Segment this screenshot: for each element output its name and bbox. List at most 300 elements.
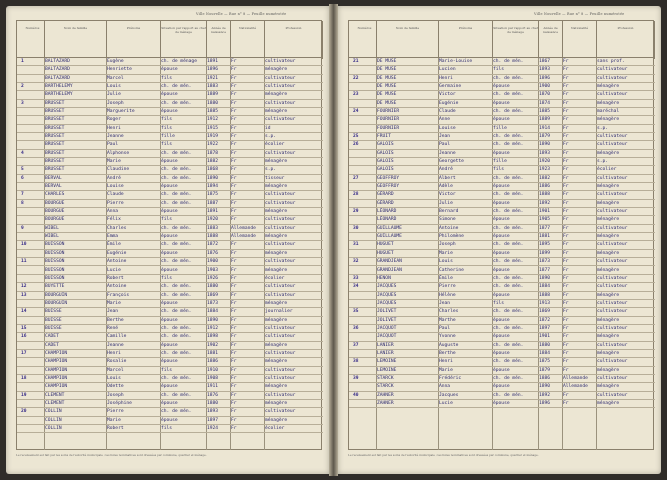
cell-prof: ménagère bbox=[597, 267, 620, 273]
cell-annee: 1894 bbox=[207, 184, 219, 190]
cell-no bbox=[353, 66, 375, 74]
cell-annee: 1876 bbox=[207, 250, 219, 256]
cell-nat: Fr bbox=[231, 142, 237, 148]
cell-prof: ménagère bbox=[265, 317, 288, 323]
cell-prof: cultivateur bbox=[265, 259, 296, 265]
cell-prenom: Antoine bbox=[107, 284, 127, 290]
table-row bbox=[349, 383, 655, 391]
cell-prenom: Jacques bbox=[439, 392, 459, 398]
cell-no bbox=[21, 141, 43, 149]
cell-prenom: André bbox=[439, 167, 453, 173]
cell-annee: 1924 bbox=[207, 425, 219, 431]
cell-prenom: Eugène bbox=[107, 59, 124, 64]
cell-prof: écolier bbox=[265, 425, 285, 431]
cell-annee: 1890 bbox=[207, 317, 219, 323]
cell-prof: ménagère bbox=[597, 184, 620, 190]
cell-rel: épouse bbox=[161, 267, 178, 273]
cell-rel: ch. de mén. bbox=[493, 134, 524, 140]
cell-annee: 1870 bbox=[539, 92, 551, 98]
table-row bbox=[17, 258, 323, 266]
table-row bbox=[349, 250, 655, 258]
cell-annee: 1897 bbox=[539, 325, 551, 331]
cell-nom: FOURNIER bbox=[377, 125, 400, 131]
cell-prenom: Berthe bbox=[439, 350, 456, 356]
cell-nom: BRUSSET bbox=[45, 150, 65, 156]
cell-nom: BUISSE bbox=[45, 309, 62, 315]
cell-rel: épouse bbox=[161, 400, 178, 406]
cell-prof: cultivateur bbox=[265, 367, 296, 373]
cell-prof: cultivateur bbox=[597, 175, 628, 181]
cell-nat: Fr bbox=[231, 325, 237, 331]
cell-rel: fils bbox=[493, 300, 505, 306]
table-row bbox=[349, 292, 655, 300]
cell-nom: FRUIT bbox=[377, 134, 391, 140]
cell-annee: 1903 bbox=[207, 267, 219, 273]
cell-no: 26 bbox=[353, 142, 359, 148]
cell-nom: BUISSE bbox=[45, 317, 62, 323]
cell-prenom: Antoine bbox=[107, 259, 127, 265]
cell-prenom: Germaine bbox=[439, 84, 462, 90]
cell-no bbox=[353, 383, 375, 391]
cell-prenom: Marie bbox=[439, 250, 453, 256]
cell-nom: BOURGUE bbox=[45, 217, 65, 223]
table-row bbox=[17, 317, 323, 325]
table-row bbox=[349, 200, 655, 208]
cell-no: 34 bbox=[353, 284, 359, 290]
cell-no: 36 bbox=[353, 325, 359, 331]
cell-rel: ch. de mén. bbox=[493, 359, 524, 365]
cell-no bbox=[353, 166, 375, 174]
cell-annee: 1905 bbox=[539, 217, 551, 223]
cell-nom: CHAMPION bbox=[45, 350, 68, 356]
cell-prof: cultivateur bbox=[265, 292, 296, 298]
cell-nat: Fr bbox=[231, 300, 237, 306]
cell-prenom: Claude bbox=[439, 109, 456, 115]
cell-no: 6 bbox=[21, 175, 24, 181]
cell-rel: épouse bbox=[161, 300, 178, 306]
cell-no bbox=[353, 292, 375, 300]
left-page bbox=[6, 6, 329, 474]
cell-no: 40 bbox=[353, 392, 359, 398]
table-row bbox=[17, 116, 323, 124]
cell-prof: ménagère bbox=[265, 92, 288, 98]
cell-nat: Fr bbox=[231, 267, 237, 273]
cell-nom: HUGUET bbox=[377, 242, 394, 248]
cell-annee: 1889 bbox=[539, 117, 551, 123]
cell-prof: ménagère bbox=[597, 150, 620, 156]
cell-nom: STARCK bbox=[377, 384, 394, 390]
left-header-nat: Nationalité bbox=[231, 21, 265, 59]
cell-no bbox=[21, 275, 43, 283]
cell-nat: Fr bbox=[231, 67, 237, 73]
cell-annee: 1886 bbox=[207, 359, 219, 365]
table-row bbox=[349, 258, 655, 266]
cell-nat: Fr bbox=[231, 200, 237, 206]
table-row bbox=[17, 225, 323, 233]
table-row bbox=[349, 91, 655, 99]
cell-prenom: Paul bbox=[439, 325, 451, 331]
cell-nat: Fr bbox=[563, 284, 569, 290]
cell-no: 28 bbox=[353, 192, 359, 198]
cell-prenom: Joseph bbox=[107, 392, 124, 398]
table-row bbox=[17, 233, 323, 241]
cell-no bbox=[21, 383, 43, 391]
cell-nom: BUISSON bbox=[45, 259, 65, 265]
left-header-prenom: Prénoms bbox=[107, 21, 161, 59]
cell-annee: 1900 bbox=[207, 259, 219, 265]
cell-nom: GALOIS bbox=[377, 167, 394, 173]
cell-prof: cultivateur bbox=[597, 309, 628, 315]
cell-nat: Fr bbox=[563, 125, 569, 131]
cell-rel: ch. de mén. bbox=[161, 100, 192, 106]
cell-nat: Fr bbox=[563, 217, 569, 223]
cell-prenom: Roger bbox=[107, 117, 121, 123]
cell-prenom: Claudine bbox=[107, 167, 130, 173]
cell-nat: Allemande bbox=[563, 375, 588, 381]
table-row bbox=[17, 200, 323, 208]
cell-rel: épouse bbox=[493, 200, 510, 206]
cell-prenom: Catherine bbox=[439, 267, 464, 273]
cell-no: 21 bbox=[353, 59, 359, 64]
cell-annee: 1886 bbox=[539, 184, 551, 190]
table-row bbox=[17, 400, 323, 408]
cell-no: 19 bbox=[21, 392, 27, 398]
cell-no: 22 bbox=[353, 75, 359, 81]
cell-prenom: Jeanne bbox=[107, 134, 124, 140]
cell-prof: ménagère bbox=[265, 109, 288, 115]
right-header-nat: Nationalité bbox=[563, 21, 597, 59]
cell-prenom: Louis bbox=[107, 84, 121, 90]
cell-nat: Fr bbox=[231, 417, 237, 423]
cell-rel: épouse bbox=[493, 267, 510, 273]
cell-prof: cultivateur bbox=[597, 325, 628, 331]
table-row bbox=[17, 91, 323, 99]
cell-rel: ch. de mén. bbox=[161, 200, 192, 206]
cell-prenom: Philomène bbox=[439, 234, 464, 240]
cell-nom: BERVAL bbox=[45, 184, 62, 190]
cell-rel: ch. de mén. bbox=[493, 75, 524, 81]
table-row bbox=[17, 141, 323, 149]
cell-prof: s.p. bbox=[265, 167, 277, 173]
cell-nom: CHAMPION bbox=[45, 359, 68, 365]
cell-rel: ch. de mén. bbox=[493, 342, 524, 348]
cell-prenom: Victor bbox=[439, 92, 456, 98]
cell-nom: GALOIS bbox=[377, 142, 394, 148]
left-header-nom: Nom de famille bbox=[45, 21, 107, 59]
cell-nom: DE MUSE bbox=[377, 75, 397, 81]
cell-nom: BUISSON bbox=[45, 242, 65, 248]
cell-prof: cultivateur bbox=[597, 342, 628, 348]
table-row bbox=[349, 191, 655, 199]
table-row bbox=[17, 58, 323, 66]
cell-annee: 1893 bbox=[539, 67, 551, 73]
cell-nat: Fr bbox=[563, 167, 569, 173]
cell-rel: ch. de mén. bbox=[493, 392, 524, 398]
cell-no bbox=[21, 125, 43, 133]
cell-nat: Fr bbox=[231, 75, 237, 81]
cell-nom: LÉONARD bbox=[377, 209, 397, 215]
table-row bbox=[17, 333, 323, 341]
cell-nat: Fr bbox=[563, 250, 569, 256]
cell-rel: ch. de mén. bbox=[493, 59, 524, 64]
cell-nom: BERVAL bbox=[45, 175, 62, 181]
cell-nat: Fr bbox=[563, 392, 569, 398]
table-row bbox=[349, 183, 655, 191]
cell-nat: Fr bbox=[231, 217, 237, 223]
cell-no bbox=[21, 358, 43, 366]
cell-prof: ménagère bbox=[597, 400, 620, 406]
cell-no: 4 bbox=[21, 150, 24, 156]
cell-no: 5 bbox=[21, 167, 24, 173]
cell-annee: 1867 bbox=[539, 59, 551, 64]
cell-annee: 1901 bbox=[539, 209, 551, 215]
table-row bbox=[17, 300, 323, 308]
cell-no bbox=[21, 250, 43, 258]
cell-rel: épouse bbox=[161, 109, 178, 115]
cell-prof: ménagère bbox=[597, 100, 620, 106]
cell-nom: BRUSSET bbox=[45, 117, 65, 123]
cell-nat: Fr bbox=[563, 67, 569, 73]
cell-nat: Fr bbox=[231, 109, 237, 115]
cell-rel: épouse bbox=[493, 217, 510, 223]
cell-nom: LANIER bbox=[377, 342, 394, 348]
cell-rel: fils bbox=[161, 367, 173, 373]
cell-prenom: Frédéric bbox=[439, 375, 462, 381]
table-row bbox=[17, 292, 323, 300]
table-row bbox=[17, 83, 323, 91]
cell-rel: ch. de mén. bbox=[493, 225, 524, 231]
cell-no: 18 bbox=[21, 375, 27, 381]
cell-no: 8 bbox=[21, 200, 24, 206]
cell-annee: 1877 bbox=[539, 225, 551, 231]
cell-annee: 1882 bbox=[539, 175, 551, 181]
cell-nom: LEMOINE bbox=[377, 359, 397, 365]
table-row bbox=[17, 183, 323, 191]
cell-prenom: Jean bbox=[439, 134, 451, 140]
cell-annee: 1882 bbox=[207, 159, 219, 165]
cell-prof: écolier bbox=[265, 142, 285, 148]
cell-nom: ZAHNER bbox=[377, 400, 394, 406]
cell-nat: Fr bbox=[563, 259, 569, 265]
cell-annee: 1887 bbox=[207, 200, 219, 206]
cell-rel: ch. de mén. bbox=[161, 334, 192, 340]
cell-no: 15 bbox=[21, 325, 27, 331]
cell-prenom: Félix bbox=[107, 217, 121, 223]
left-header-rel: Situation par rapport au chef de ménage bbox=[161, 21, 207, 59]
cell-prof: cultivateur bbox=[265, 242, 296, 248]
cell-prenom: Jeanne bbox=[107, 342, 124, 348]
table-row bbox=[349, 141, 655, 149]
cell-prof: ménagère bbox=[265, 67, 288, 73]
cell-annee: 1883 bbox=[207, 225, 219, 231]
cell-annee: 1873 bbox=[207, 300, 219, 306]
cell-prof: cultivateur bbox=[265, 334, 296, 340]
cell-rel: ch. de mén. bbox=[161, 409, 192, 415]
table-row bbox=[17, 408, 323, 416]
cell-no bbox=[21, 75, 43, 83]
cell-nom: GEOFFROY bbox=[377, 175, 400, 181]
table-row bbox=[349, 233, 655, 241]
right-header-rel: Situation par rapport au chef de ménage bbox=[493, 21, 539, 59]
cell-prenom: Jean bbox=[107, 309, 119, 315]
cell-nom: BUISSON bbox=[45, 275, 65, 281]
cell-no bbox=[353, 317, 375, 325]
cell-prof: cultivateur bbox=[597, 225, 628, 231]
table-row bbox=[349, 108, 655, 116]
cell-no bbox=[353, 216, 375, 224]
cell-rel: ch. de mén. bbox=[493, 92, 524, 98]
cell-nom: STARCK bbox=[377, 375, 394, 381]
cell-prof: cultivateur bbox=[597, 359, 628, 365]
cell-nat: Fr bbox=[231, 192, 237, 198]
cell-prof: cultivateur bbox=[265, 375, 296, 381]
cell-nom: BOURGUE bbox=[45, 209, 65, 215]
cell-nat: Fr bbox=[231, 342, 237, 348]
cell-no: 13 bbox=[21, 292, 27, 298]
cell-prenom: Yvonne bbox=[439, 334, 456, 340]
table-row bbox=[17, 108, 323, 116]
table-row bbox=[349, 66, 655, 74]
cell-prenom: Lucien bbox=[439, 67, 456, 73]
cell-prenom: Alphonse bbox=[107, 150, 130, 156]
table-row bbox=[349, 133, 655, 141]
cell-rel: fille bbox=[161, 134, 175, 140]
cell-prenom: André bbox=[107, 175, 121, 181]
cell-nom: DE MUSE bbox=[377, 84, 397, 90]
cell-no bbox=[353, 183, 375, 191]
right-running-header: Ville Nouvelle — Rue n° 8 — Feuille numérotée bbox=[534, 12, 625, 16]
cell-rel: épouse bbox=[161, 209, 178, 215]
cell-prof: cultivateur bbox=[265, 200, 296, 206]
cell-annee: 1890 bbox=[539, 384, 551, 390]
cell-prenom: Pierre bbox=[439, 284, 456, 290]
table-row bbox=[17, 100, 323, 108]
cell-prof: sans prof. bbox=[597, 59, 625, 64]
cell-prenom: Henri bbox=[439, 359, 453, 365]
cell-nat: Fr bbox=[231, 125, 237, 131]
cell-rel: ch. de mén. bbox=[493, 375, 524, 381]
cell-rel: épouse bbox=[493, 384, 510, 390]
cell-annee: 1920 bbox=[539, 159, 551, 165]
cell-prof: ménagère bbox=[597, 117, 620, 123]
cell-prenom: Marguerite bbox=[107, 109, 135, 115]
cell-nom: BUISSON bbox=[45, 250, 65, 256]
cell-prenom: Marcel bbox=[107, 75, 124, 81]
cell-prof: cultivateur bbox=[597, 75, 628, 81]
cell-annee: 1875 bbox=[539, 359, 551, 365]
cell-prof: cultivateur bbox=[597, 259, 628, 265]
table-row bbox=[349, 158, 655, 166]
cell-nom: BOURGUIN bbox=[45, 300, 68, 306]
cell-annee: 1880 bbox=[207, 284, 219, 290]
cell-rel: fils bbox=[161, 117, 173, 123]
cell-prenom: Marie bbox=[439, 367, 453, 373]
cell-annee: 1879 bbox=[539, 367, 551, 373]
cell-nat: Fr bbox=[231, 275, 237, 281]
cell-prenom: Lucie bbox=[107, 267, 121, 273]
cell-prenom: Victor bbox=[439, 192, 456, 198]
cell-nom: ZAHNER bbox=[377, 392, 394, 398]
cell-annee: 1912 bbox=[207, 117, 219, 123]
cell-annee: 1912 bbox=[207, 325, 219, 331]
cell-nom: JOLIVET bbox=[377, 309, 397, 315]
cell-rel: ch. de mén. bbox=[493, 259, 524, 265]
cell-nat: Fr bbox=[231, 384, 237, 390]
cell-prof: ménagère bbox=[597, 84, 620, 90]
cell-rel: ch. de mén. bbox=[161, 325, 192, 331]
cell-prof: ménagère bbox=[265, 234, 288, 240]
cell-nom: BOURGUE bbox=[45, 200, 65, 206]
cell-no bbox=[21, 108, 43, 116]
cell-no: 14 bbox=[21, 309, 27, 315]
cell-prof: maréchal bbox=[597, 109, 620, 115]
cell-nat: Fr bbox=[563, 84, 569, 90]
cell-prof: ménagère bbox=[265, 417, 288, 423]
cell-prof: ménagère bbox=[265, 400, 288, 406]
cell-no: 3 bbox=[21, 100, 24, 106]
cell-prenom: Henriette bbox=[107, 67, 132, 73]
cell-prof: cultivateur bbox=[597, 192, 628, 198]
cell-nom: GUILLAUME bbox=[377, 225, 402, 231]
cell-no: 11 bbox=[21, 259, 27, 265]
cell-annee: 1922 bbox=[207, 142, 219, 148]
cell-annee: 1897 bbox=[207, 417, 219, 423]
cell-nom: LEMOINE bbox=[377, 367, 397, 373]
cell-nom: BARTHELEMY bbox=[45, 84, 73, 90]
table-row bbox=[349, 241, 655, 249]
cell-nat: Fr bbox=[231, 334, 237, 340]
cell-no bbox=[353, 158, 375, 166]
cell-prof: ménagère bbox=[597, 234, 620, 240]
cell-prenom: Hélène bbox=[439, 292, 456, 298]
cell-prof: cultivateur bbox=[265, 117, 296, 123]
cell-nom: FOURNIER bbox=[377, 117, 400, 123]
cell-nat: Fr bbox=[563, 317, 569, 323]
cell-nat: Fr bbox=[563, 400, 569, 406]
cell-nom: DE MUSE bbox=[377, 100, 397, 106]
cell-nom: BRUSSET bbox=[45, 167, 65, 173]
cell-annee: 1884 bbox=[539, 350, 551, 356]
cell-rel: épouse bbox=[493, 317, 510, 323]
cell-no bbox=[21, 342, 43, 350]
cell-prenom: Marie bbox=[107, 417, 121, 423]
cell-rel: ch. de mén. bbox=[161, 225, 192, 231]
cell-annee: 1891 bbox=[207, 59, 219, 64]
cell-annee: 1896 bbox=[207, 67, 219, 73]
cell-no bbox=[21, 317, 43, 325]
left-header-annee: Année de naissance bbox=[207, 21, 231, 59]
table-row bbox=[17, 150, 323, 158]
cell-prenom: Odette bbox=[107, 384, 124, 390]
cell-no: 25 bbox=[353, 134, 359, 140]
table-row bbox=[349, 208, 655, 216]
table-row bbox=[17, 425, 323, 433]
cell-nat: Fr bbox=[563, 242, 569, 248]
cell-prof: s.p. bbox=[597, 159, 609, 165]
cell-no: 16 bbox=[21, 334, 27, 340]
cell-nom: HUGUET bbox=[377, 250, 394, 256]
cell-prenom: Georgette bbox=[439, 159, 464, 165]
cell-prof: cultivateur bbox=[265, 84, 296, 90]
cell-no bbox=[353, 233, 375, 241]
cell-prenom: Paul bbox=[439, 142, 451, 148]
cell-nom: BRUSSET bbox=[45, 142, 65, 148]
cell-nom: DE MUSE bbox=[377, 67, 397, 73]
cell-rel: ch. de mén. bbox=[161, 292, 192, 298]
cell-no bbox=[21, 208, 43, 216]
cell-prenom: Émile bbox=[439, 275, 453, 281]
cell-nat: Fr bbox=[231, 392, 237, 398]
